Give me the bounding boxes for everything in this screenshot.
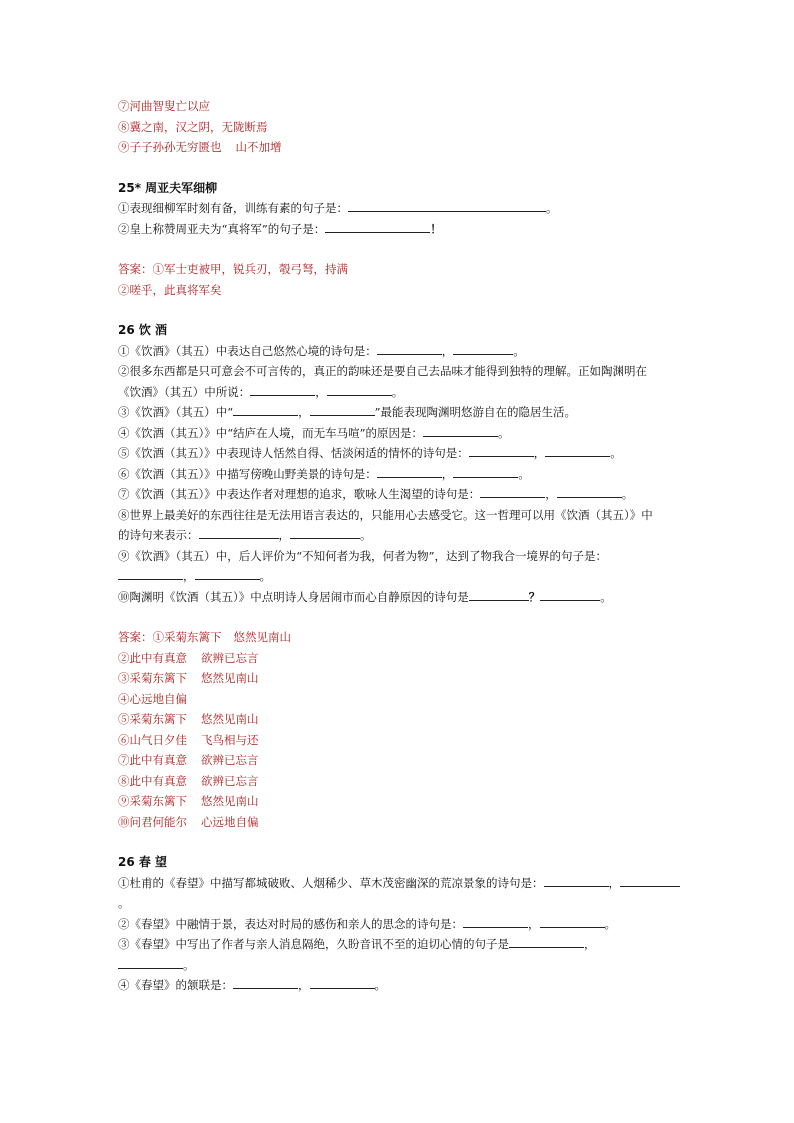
punctuation: 。 (610, 446, 622, 460)
answer-blank[interactable] (469, 443, 534, 457)
answer-line (118, 627, 688, 648)
punctuation: ， (545, 487, 557, 501)
answer-text: ⑩问君何能尔 (118, 814, 187, 829)
punctuation: ， (183, 569, 195, 583)
answer-blank[interactable] (377, 464, 442, 478)
answer-blank[interactable] (544, 873, 609, 887)
punctuation: 。 (259, 569, 271, 583)
question-line (118, 423, 688, 444)
punctuation: 。 (518, 466, 530, 481)
answer-text: 悠然见南山 (233, 630, 291, 644)
punctuation: ， (528, 916, 540, 931)
question-line (118, 975, 688, 996)
answer-text: ⑥山气日夕佳 (118, 732, 187, 747)
punctuation: ， (584, 937, 596, 951)
question-text: ⑨《饮酒》（其五）中，后人评价为“不知何者为我，何者为物”，达到了物我合一境界的句子是： (118, 548, 608, 563)
answer-line (118, 668, 688, 689)
answer-text: ⑦河曲智叟亡以应 (118, 99, 210, 113)
question-line (118, 361, 688, 382)
answer-line (118, 117, 688, 138)
punctuation: 。 (498, 425, 510, 440)
question-text: 的诗句来表示： (118, 528, 199, 542)
answer-text: 欲辨已忘言 (201, 753, 259, 767)
answer-blank[interactable] (545, 443, 610, 457)
answer-text: ⑤采菊东篱下 (118, 712, 187, 726)
question-text: ④《饮酒（其五）》中“结庐在人境，而无车马喧”的原因是： (118, 425, 424, 440)
answer-blank[interactable] (310, 975, 375, 989)
punctuation: ， (298, 978, 310, 992)
punctuation: ， (533, 446, 546, 460)
question-text: ①《饮酒》（其五）中表达自己悠然心境的诗句是： (118, 343, 377, 358)
answer-blank[interactable] (348, 198, 546, 212)
question-line (118, 464, 688, 485)
answer-blank[interactable] (540, 587, 600, 601)
answer-blank[interactable] (195, 566, 260, 580)
answer-text: 心远地自偏 (201, 814, 259, 829)
answer-line (118, 750, 688, 771)
answer-blank[interactable] (509, 934, 584, 948)
question-text: ①表现细柳军时刻有备，训练有素的句子是： (118, 201, 348, 215)
punctuation: 。 (360, 528, 372, 542)
document-page (118, 96, 688, 996)
answer-text: 飞鸟相与还 (201, 732, 259, 747)
question-line (118, 219, 688, 240)
question-line (118, 873, 688, 894)
question-line (118, 382, 688, 403)
answer-text: ③采菊东篱下 (118, 671, 187, 685)
answer-blank[interactable] (118, 955, 183, 969)
answer-text: 悠然见南山 (201, 794, 259, 808)
answer-blank[interactable] (423, 423, 498, 437)
answer-line (118, 709, 688, 730)
answer-line (118, 280, 688, 301)
answer-text: 欲辨已忘言 (201, 773, 259, 788)
question-text: ⑤《饮酒（其五）》中表现诗人恬然自得、恬淡闲适的情怀的诗句是： (118, 446, 469, 460)
question-line (118, 341, 688, 362)
answer-text: 悠然见南山 (201, 712, 259, 726)
answer-line (118, 812, 688, 833)
answer-blank[interactable] (327, 382, 392, 396)
question-text: ⑥《饮酒（其五）》中描写傍晚山野美景的诗句是： (118, 466, 377, 481)
answer-blank[interactable] (325, 219, 430, 233)
question-line (118, 566, 688, 587)
section-title: 26 春 望 (118, 855, 168, 869)
punctuation: 。 (546, 201, 558, 215)
question-text: ③《饮酒》（其五）中“ (118, 405, 234, 419)
punctuation: 。 (604, 916, 616, 931)
question-text: ⑦《饮酒（其五）》中表达作者对理想的追求，歌咏人生渴望的诗句是： (118, 487, 481, 501)
question-text: ②很多东西都是只可意会不可言传的，真正的韵味还是要自己去品味才能得到独特的理解。正如陶渊明在 (118, 364, 647, 378)
punctuation: ， (608, 875, 620, 890)
punctuation: 。 (118, 896, 130, 910)
question-text: ②《春望》中融情于景，表达对时局的感伤和亲人的思念的诗句是： (118, 916, 463, 931)
punctuation: 。 (621, 487, 634, 501)
question-text: ①杜甫的《春望》中描写都城破败、人烟稀少、草木茂密幽深的荒凉景象的诗句是： (118, 875, 544, 890)
answer-blank[interactable] (250, 382, 315, 396)
answer-line (118, 137, 688, 158)
question-text: ④《春望》的颔联是： (118, 978, 233, 992)
punctuation: 。 (513, 343, 525, 358)
answer-blank[interactable] (453, 464, 518, 478)
answer-blank[interactable] (620, 873, 680, 887)
answer-text: ⑦此中有真意 (118, 753, 187, 767)
punctuation: ， (278, 528, 290, 542)
answer-text: ⑧冀之南，汉之阴，无陇断焉 (118, 119, 268, 134)
question-line (118, 505, 688, 526)
question-line (118, 587, 688, 608)
answer-text: 山不加增 (235, 140, 282, 154)
answer-blank[interactable] (453, 341, 513, 355)
answer-text: 答案：①军士吏被甲，锐兵刃，彀弓弩，持满 (118, 262, 348, 276)
answer-line (118, 689, 688, 710)
answer-blank[interactable] (199, 525, 279, 539)
answer-line (118, 791, 688, 812)
question-text: ”最能表现陶渊明悠游自在的隐居生活。 (374, 405, 577, 419)
punctuation: ， (441, 466, 454, 481)
question-text: ②皇上称赞周亚夫为“真将军”的句子是： (118, 221, 326, 236)
answer-blank[interactable] (233, 402, 298, 416)
question-line (118, 893, 688, 914)
answer-text: 欲辨已忘言 (201, 650, 259, 665)
answer-text: ②此中有真意 (118, 650, 187, 665)
answer-blank[interactable] (557, 484, 622, 498)
question-line (118, 934, 688, 955)
section-title: 25* 周亚夫军细柳 (118, 180, 218, 195)
answer-blank[interactable] (377, 341, 442, 355)
question-line (118, 198, 688, 219)
answer-line (118, 259, 688, 280)
answer-text: ④心远地自偏 (118, 691, 187, 706)
question-line (118, 546, 688, 567)
question-line (118, 955, 688, 976)
answer-line (118, 771, 688, 792)
answer-text: ⑨子子孙孙无穷匮也 (118, 140, 222, 154)
punctuation: ？ (528, 589, 541, 604)
question-text: ③《春望》中写出了作者与亲人消息隔绝，久盼音讯不至的迫切心情的句子是 (118, 937, 509, 951)
answer-line (118, 648, 688, 669)
answer-blank[interactable] (310, 402, 375, 416)
punctuation: ， (441, 343, 454, 358)
answer-text: ⑨采菊东篱下 (118, 794, 187, 808)
question-line (118, 484, 688, 505)
answer-text: 答案：①采菊东篱下 (118, 630, 222, 644)
section-title: 26 饮 酒 (118, 323, 168, 337)
question-text: ⑧世界上最美好的东西往往是无法用语言表达的，只能用心去感受它。这一哲理可以用《饮酒（其五）》中 (118, 507, 653, 522)
punctuation: ， (298, 405, 310, 419)
answer-blank[interactable] (540, 914, 605, 928)
answer-text: ②嗟乎，此真将军矣 (118, 282, 222, 297)
punctuation: 。 (374, 978, 386, 992)
punctuation: 。 (600, 589, 612, 604)
question-text: ⑩陶渊明《饮酒（其五）》中点明诗人身居闹市而心自静原因的诗句是 (118, 589, 469, 604)
punctuation: 。 (391, 384, 404, 399)
punctuation: 。 (183, 957, 195, 972)
question-text: 《饮酒》（其五）中所说： (118, 384, 251, 399)
question-line (118, 914, 688, 935)
answer-blank[interactable] (463, 914, 528, 928)
answer-blank[interactable] (233, 975, 298, 989)
question-line (118, 443, 688, 464)
answer-text: 悠然见南山 (201, 671, 259, 685)
question-line (118, 402, 688, 423)
answer-blank[interactable] (118, 566, 183, 580)
answer-line (118, 730, 688, 751)
answer-text: ⑧此中有真意 (118, 773, 187, 788)
answer-blank[interactable] (290, 525, 360, 539)
answer-blank[interactable] (469, 587, 529, 601)
answer-line (118, 96, 688, 117)
answer-blank[interactable] (480, 484, 545, 498)
punctuation: ！ (430, 221, 442, 236)
question-line (118, 525, 688, 546)
punctuation: ， (315, 384, 327, 399)
